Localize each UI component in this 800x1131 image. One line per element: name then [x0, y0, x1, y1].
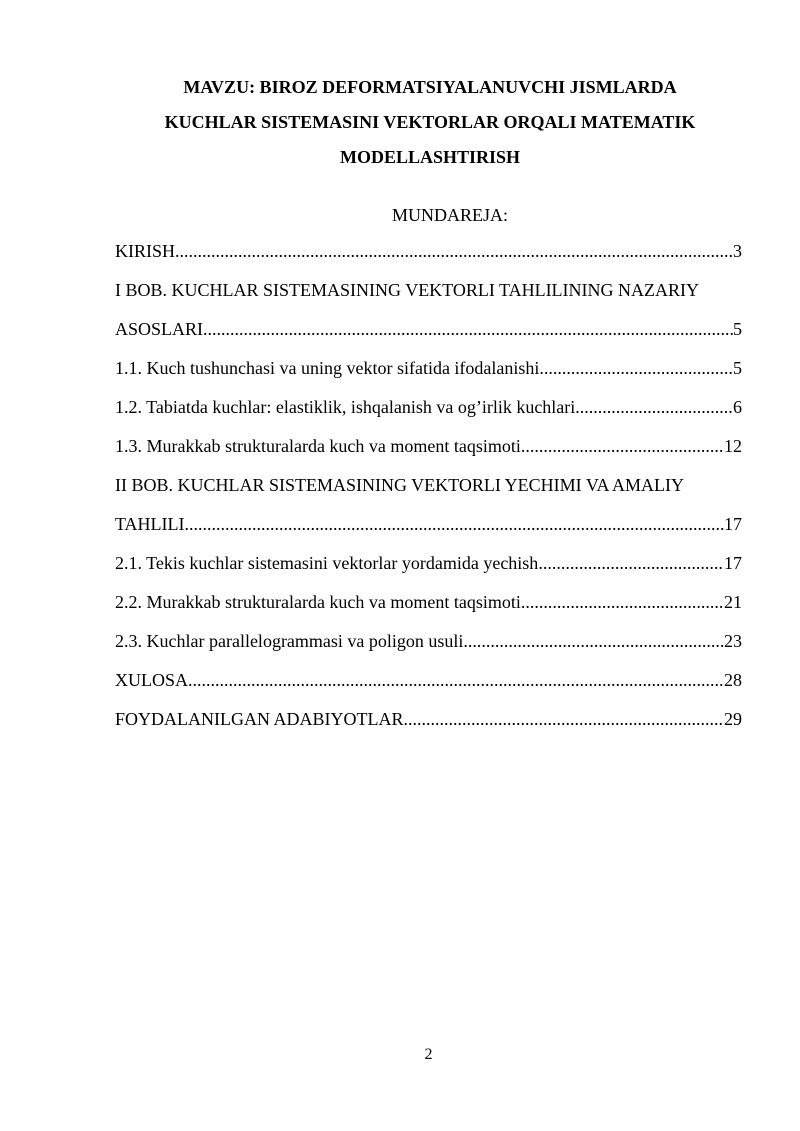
toc-entry-page: 3: [733, 241, 742, 261]
toc-entry-1-2[interactable]: [115, 388, 742, 427]
toc-entry-page: 12: [724, 436, 742, 456]
toc-entry-label: 2.1. Tekis kuchlar sistemasini vektorlar yordamida yechish: [115, 553, 539, 573]
toc-entry-2-1[interactable]: [115, 544, 742, 583]
toc-entry-1-1[interactable]: [115, 349, 742, 388]
toc-entry-2-2[interactable]: [115, 583, 742, 622]
toc-entry-page: 29: [724, 709, 742, 729]
toc-entry-label: 2.3. Kuchlar parallelogrammasi va poligon usuli: [115, 631, 464, 651]
table-of-contents: [115, 232, 742, 739]
toc-entry-chapter-1-title[interactable]: I BOB. KUCHLAR SISTEMASINING VEKTORLI TAHLILINING NAZARIY: [115, 280, 700, 300]
toc-entry-label: 1.3. Murakkab strukturalarda kuch va moment taqsimoti: [115, 436, 521, 456]
toc-leader-dots: [403, 700, 724, 739]
toc-entry-page: 23: [724, 631, 742, 651]
toc-leader-dots: [175, 232, 733, 271]
toc-entry-kirish[interactable]: [115, 232, 742, 271]
toc-entry-chapter-2-title[interactable]: II BOB. KUCHLAR SISTEMASINING VEKTORLI YECHIMI VA AMALIY: [115, 475, 685, 495]
toc-entry-xulosa[interactable]: [115, 661, 742, 700]
toc-entry-chapter-2[interactable]: [115, 505, 742, 544]
toc-entry-page: 28: [724, 670, 742, 690]
toc-leader-dots: [539, 349, 733, 388]
toc-entry-2-3[interactable]: [115, 622, 742, 661]
toc-leader-dots: [521, 427, 724, 466]
toc-entry-page: 5: [733, 358, 742, 378]
toc-entry-label: XULOSA: [115, 670, 189, 690]
toc-entry-label: 1.1. Kuch tushunchasi va uning vektor sifatida ifodalanishi: [115, 358, 540, 378]
toc-entry-chapter-1[interactable]: [115, 310, 742, 349]
document-title: [100, 70, 760, 175]
toc-entry-label: FOYDALANILGAN ADABIYOTLAR: [115, 709, 404, 729]
toc-leader-dots: [185, 505, 724, 544]
toc-leader-dots: [575, 388, 733, 427]
toc-leader-dots: [203, 310, 733, 349]
toc-heading: MUNDAREJA:: [391, 205, 508, 225]
title-line: MAVZU: BIROZ DEFORMATSIYALANUVCHI JISMLARDA: [183, 77, 677, 97]
toc-entry-page: 17: [724, 514, 742, 534]
toc-entry-label: 1.2. Tabiatda kuchlar: elastiklik, ishqalanish va og’irlik kuchlari: [115, 397, 576, 417]
toc-entry-label: TAHLILI: [115, 514, 185, 534]
title-line: KUCHLAR SISTEMASINI VEKTORLAR ORQALI MATEMATIK: [164, 112, 696, 132]
title-line: MODELLASHTIRISH: [339, 147, 521, 167]
toc-entry-page: 17: [724, 553, 742, 573]
toc-entry-label: ASOSLARI: [115, 319, 204, 339]
toc-entry-1-3[interactable]: [115, 427, 742, 466]
toc-entry-page: 21: [724, 592, 742, 612]
toc-leader-dots: [538, 544, 724, 583]
toc-entry-adabiyotlar[interactable]: [115, 700, 742, 739]
toc-leader-dots: [188, 661, 724, 700]
toc-leader-dots: [463, 622, 724, 661]
page-number: 2: [424, 1046, 433, 1063]
toc-leader-dots: [521, 583, 724, 622]
toc-entry-label: KIRISH: [115, 241, 176, 261]
toc-entry-page: 6: [733, 397, 742, 417]
toc-entry-label: 2.2. Murakkab strukturalarda kuch va moment taqsimoti: [115, 592, 521, 612]
toc-entry-page: 5: [733, 319, 742, 339]
